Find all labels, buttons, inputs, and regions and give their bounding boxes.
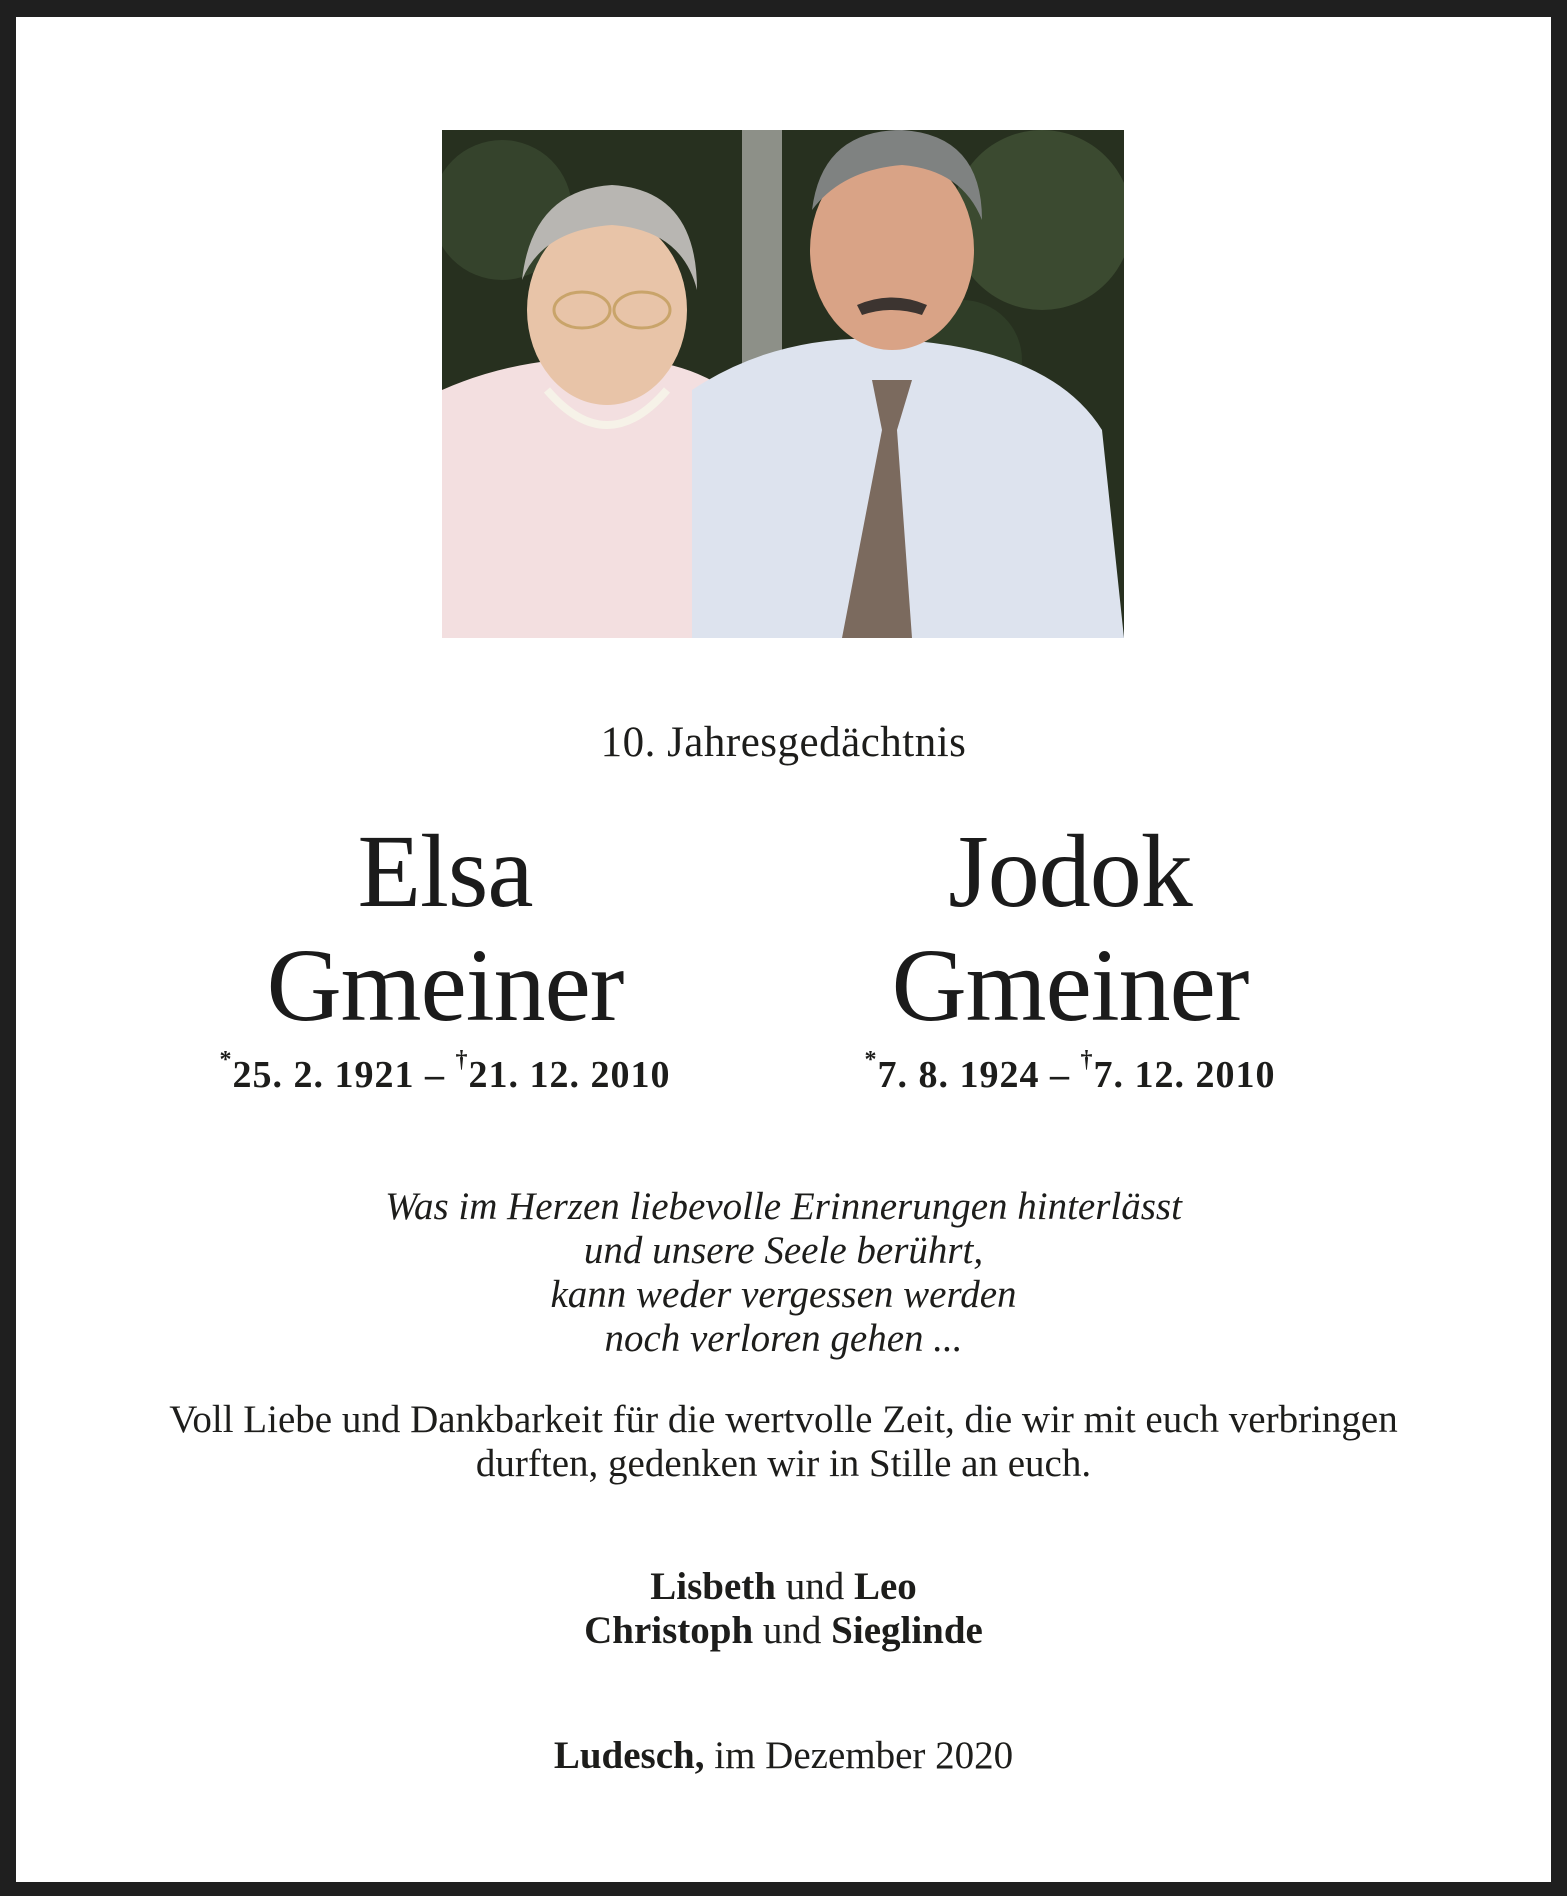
birth-date: 7. 8. 1924 bbox=[877, 1054, 1040, 1096]
place-date bbox=[0, 1733, 1567, 1778]
family-line bbox=[0, 1609, 1567, 1653]
first-name: Elsa bbox=[357, 814, 533, 929]
prose-line: durften, gedenken wir in Stille an euch. bbox=[475, 1442, 1092, 1485]
death-symbol: † bbox=[1080, 1047, 1094, 1074]
family-name: Lisbeth bbox=[650, 1565, 776, 1608]
memorial-poem bbox=[0, 1185, 1567, 1361]
person-jodok bbox=[720, 815, 1420, 1097]
gratitude-text bbox=[0, 1398, 1567, 1486]
family-conj: und bbox=[775, 1565, 854, 1608]
date-separator: – bbox=[1039, 1054, 1081, 1096]
poem-line: Was im Herzen liebevolle Erinnerungen hinterlässt bbox=[385, 1185, 1182, 1228]
life-dates bbox=[95, 1047, 795, 1097]
death-date: 21. 12. 2010 bbox=[468, 1054, 671, 1096]
prose-line: Voll Liebe und Dankbarkeit für die wertvolle Zeit, die wir mit euch verbringen bbox=[169, 1398, 1398, 1441]
poem-line: und unsere Seele berührt, bbox=[583, 1229, 984, 1272]
person-elsa bbox=[95, 815, 795, 1097]
death-date: 7. 12. 2010 bbox=[1093, 1054, 1276, 1096]
family-name: Sieglinde bbox=[831, 1609, 983, 1652]
family-conj: und bbox=[753, 1609, 832, 1652]
portrait-photo bbox=[442, 130, 1124, 638]
family-name: Christoph bbox=[584, 1609, 754, 1652]
death-symbol: † bbox=[455, 1047, 469, 1074]
poem-line: noch verloren gehen ... bbox=[604, 1317, 963, 1360]
anniversary-heading: 10. Jahresgedächtnis bbox=[600, 719, 967, 766]
last-name: Gmeiner bbox=[891, 928, 1249, 1043]
date-separator: – bbox=[414, 1054, 456, 1096]
family-name: Leo bbox=[853, 1565, 917, 1608]
photo-illustration bbox=[442, 130, 1124, 638]
birth-date: 25. 2. 1921 bbox=[232, 1054, 415, 1096]
family-signatures bbox=[0, 1565, 1567, 1653]
first-name: Jodok bbox=[948, 814, 1192, 929]
life-dates bbox=[720, 1047, 1420, 1097]
place-town: Ludesch, bbox=[553, 1734, 705, 1777]
birth-symbol: * bbox=[864, 1047, 878, 1074]
poem-line: kann weder vergessen werden bbox=[550, 1273, 1017, 1316]
family-line bbox=[0, 1565, 1567, 1609]
place-date-text: im Dezember 2020 bbox=[704, 1734, 1014, 1777]
birth-symbol: * bbox=[219, 1047, 233, 1074]
last-name: Gmeiner bbox=[266, 928, 624, 1043]
